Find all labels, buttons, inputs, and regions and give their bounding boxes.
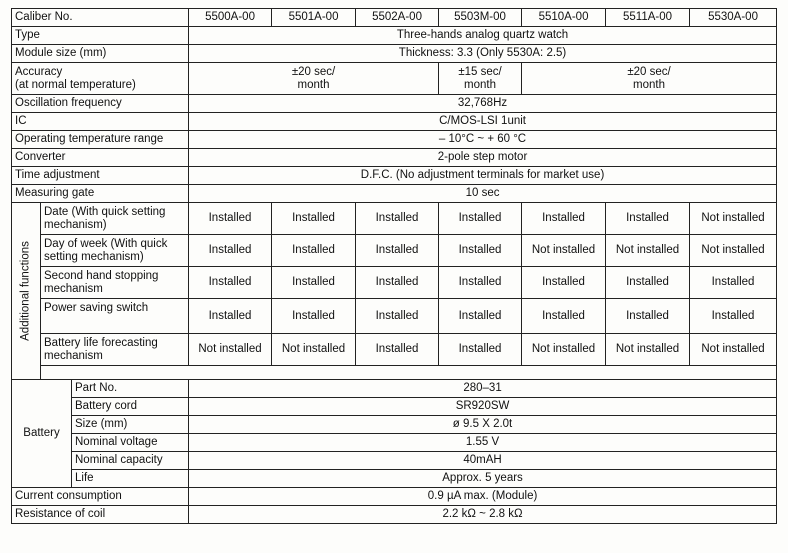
function-value: Installed [439, 203, 522, 235]
battery-row [12, 416, 777, 434]
measuring-gate-row [12, 185, 777, 203]
op-temp-label: Operating temperature range [12, 131, 189, 149]
function-value: Installed [439, 334, 522, 366]
accuracy-row [12, 63, 777, 95]
op-temp-value: – 10°C ~ + 60 °C [189, 131, 777, 149]
caliber-number: 5503M-00 [439, 9, 522, 27]
module-size-row [12, 45, 777, 63]
additional-functions-label: Additional functions [19, 241, 32, 341]
ic-value: C/MOS-LSI 1unit [189, 113, 777, 131]
function-value: Installed [690, 299, 777, 334]
blank-cell [41, 366, 777, 380]
function-label: Date (With quick setting mechanism) [41, 203, 189, 235]
battery-item-label: Size (mm) [72, 416, 189, 434]
function-value: Installed [356, 299, 439, 334]
current-consumption-value: 0.9 µA max. (Module) [189, 488, 777, 506]
time-adjustment-row [12, 167, 777, 185]
function-row [12, 203, 777, 235]
function-value: Installed [189, 267, 272, 299]
function-value: Installed [356, 334, 439, 366]
oscillation-row [12, 95, 777, 113]
function-value: Installed [189, 203, 272, 235]
function-row [12, 334, 777, 366]
battery-label: Battery [23, 427, 60, 439]
function-value: Installed [356, 235, 439, 267]
function-value: Installed [690, 267, 777, 299]
function-value: Installed [522, 299, 606, 334]
function-value: Installed [522, 267, 606, 299]
time-adjustment-label: Time adjustment [12, 167, 189, 185]
accuracy-value: ±20 sec/ month [189, 63, 439, 95]
converter-row [12, 149, 777, 167]
current-consumption-row [12, 488, 777, 506]
function-value: Installed [606, 299, 690, 334]
function-value: Not installed [690, 235, 777, 267]
function-value: Not installed [690, 334, 777, 366]
caliber-number: 5530A-00 [690, 9, 777, 27]
function-value: Installed [439, 299, 522, 334]
caliber-number: 5502A-00 [356, 9, 439, 27]
function-value: Installed [272, 235, 356, 267]
function-value: Not installed [690, 203, 777, 235]
time-adjustment-value: D.F.C. (No adjustment terminals for market use) [189, 167, 777, 185]
battery-item-value: 280–31 [189, 380, 777, 398]
function-value: Installed [606, 203, 690, 235]
battery-item-value: Approx. 5 years [189, 470, 777, 488]
accuracy-value: ±15 sec/ month [439, 63, 522, 95]
battery-item-label: Life [72, 470, 189, 488]
battery-item-value: 40mAH [189, 452, 777, 470]
battery-row [12, 398, 777, 416]
oscillation-label: Oscillation frequency [12, 95, 189, 113]
function-value: Installed [356, 203, 439, 235]
function-blank-row [12, 366, 777, 380]
caliber-header-row [12, 9, 777, 27]
caliber-spec-table [11, 8, 777, 524]
function-row [12, 299, 777, 334]
battery-item-label: Nominal voltage [72, 434, 189, 452]
caliber-number: 5500A-00 [189, 9, 272, 27]
converter-label: Converter [12, 149, 189, 167]
caliber-label: Caliber No. [12, 9, 189, 27]
function-value: Not installed [522, 235, 606, 267]
type-row [12, 27, 777, 45]
function-row [12, 235, 777, 267]
battery-item-label: Part No. [72, 380, 189, 398]
function-value: Installed [439, 235, 522, 267]
function-value: Not installed [189, 334, 272, 366]
module-size-value: Thickness: 3.3 (Only 5530A: 2.5) [189, 45, 777, 63]
measuring-gate-label: Measuring gate [12, 185, 189, 203]
function-label: Day of week (With quick setting mechanism) [41, 235, 189, 267]
function-value: Not installed [606, 334, 690, 366]
function-value: Installed [272, 299, 356, 334]
battery-item-label: Nominal capacity [72, 452, 189, 470]
coil-resistance-value: 2.2 kΩ ~ 2.8 kΩ [189, 506, 777, 524]
function-value: Installed [606, 267, 690, 299]
additional-functions-group [12, 203, 41, 380]
function-row [12, 267, 777, 299]
ic-label: IC [12, 113, 189, 131]
oscillation-value: 32,768Hz [189, 95, 777, 113]
function-value: Installed [189, 299, 272, 334]
module-size-label: Module size (mm) [12, 45, 189, 63]
function-label: Second hand stopping mechanism [41, 267, 189, 299]
battery-item-value: SR920SW [189, 398, 777, 416]
function-value: Installed [439, 267, 522, 299]
ic-row [12, 113, 777, 131]
accuracy-value: ±20 sec/ month [522, 63, 777, 95]
converter-value: 2-pole step motor [189, 149, 777, 167]
coil-resistance-label: Resistance of coil [12, 506, 189, 524]
battery-row [12, 452, 777, 470]
battery-item-label: Battery cord [72, 398, 189, 416]
function-value: Not installed [606, 235, 690, 267]
battery-row [12, 380, 777, 398]
caliber-number: 5511A-00 [606, 9, 690, 27]
function-value: Not installed [272, 334, 356, 366]
battery-item-value: 1.55 V [189, 434, 777, 452]
type-value: Three-hands analog quartz watch [189, 27, 777, 45]
battery-row [12, 434, 777, 452]
op-temp-row [12, 131, 777, 149]
function-value: Installed [272, 203, 356, 235]
battery-row [12, 470, 777, 488]
function-value: Installed [272, 267, 356, 299]
function-value: Installed [356, 267, 439, 299]
battery-item-value: ø 9.5 X 2.0t [189, 416, 777, 434]
function-value: Not installed [522, 334, 606, 366]
measuring-gate-value: 10 sec [189, 185, 777, 203]
caliber-number: 5501A-00 [272, 9, 356, 27]
caliber-number: 5510A-00 [522, 9, 606, 27]
coil-resistance-row [12, 506, 777, 524]
function-label: Battery life forecasting mechanism [41, 334, 189, 366]
battery-group [12, 380, 72, 488]
type-label: Type [12, 27, 189, 45]
function-value: Installed [522, 203, 606, 235]
accuracy-label: Accuracy (at normal temperature) [12, 63, 189, 95]
function-value: Installed [189, 235, 272, 267]
current-consumption-label: Current consumption [12, 488, 189, 506]
function-label: Power saving switch [41, 299, 189, 334]
